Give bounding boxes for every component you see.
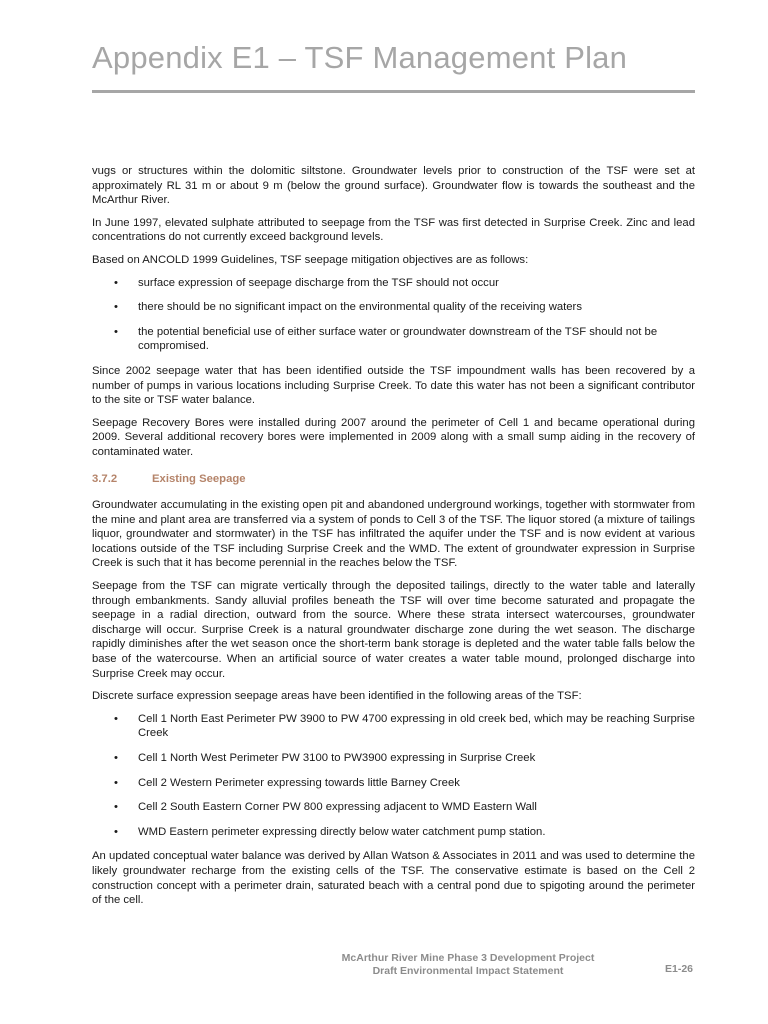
section-heading <box>92 472 695 487</box>
paragraph: Seepage Recovery Bores were installed during 2007 around the perimeter of Cell 1 and became operational during 2009. Several additional recovery bores were implemented in 2009 along with a small sump aiding in the recovery of contaminated water. <box>92 416 695 458</box>
paragraph: An updated conceptual water balance was derived by Allan Watson & Associates in 2011 and was used to determine the likely groundwater recharge from the existing cells of the TSF. The conservative estimate is based on the Cell 2 construction concept with a perimeter drain, saturated beach with a central pond due to spigoting around the perimeter of the cell. <box>92 850 695 907</box>
page-title: Appendix E1 – TSF Management Plan <box>92 40 628 75</box>
footer-document: Draft Environmental Impact Statement <box>372 965 564 977</box>
document-body <box>92 164 695 916</box>
list-item: • Cell 2 South Eastern Corner PW 800 expressing adjacent to WMD Eastern Wall <box>92 800 695 815</box>
list-item: • WMD Eastern perimeter expressing directly below water catchment pump station. <box>92 825 695 840</box>
paragraph: Discrete surface expression seepage areas have been identified in the following areas of the TSF: <box>92 690 582 703</box>
footer <box>268 952 668 978</box>
paragraph: Groundwater accumulating in the existing open pit and abandoned underground workings, together with stormwater from the mine and plant area are transferred via a system of ponds to Cell 3 of the TSF. The liquor stored (a mixture of tailings liquor, groundwater and stormwater) in the TSF has infiltrated the aquifer under the TSF and is now evident at various locations outside of the TSF including Surprise Creek and the WMD. The extent of groundwater expression in Surprise Creek is such that it has become perennial in the reaches below the TSF. <box>92 499 695 570</box>
paragraph: In June 1997, elevated sulphate attributed to seepage from the TSF was first detected in Surprise Creek. Zinc and lead concentrations do not currently exceed background levels. <box>92 216 695 244</box>
list-item: • Cell 2 Western Perimeter expressing towards little Barney Creek <box>92 776 695 791</box>
section-title: Existing Seepage <box>152 472 246 485</box>
paragraph: Based on ANCOLD 1999 Guidelines, TSF seepage mitigation objectives are as follows: <box>92 253 529 266</box>
list-item: • surface expression of seepage discharge from the TSF should not occur <box>92 276 695 291</box>
objectives-list <box>92 276 695 354</box>
paragraph: Since 2002 seepage water that has been identified outside the TSF impoundment walls has been recovered by a number of pumps in various locations including Surprise Creek. To date this water has not been a significant contributor to the site or TSF water balance. <box>92 364 695 407</box>
seepage-areas-list <box>92 712 695 840</box>
page-number: E1-26 <box>665 963 694 975</box>
list-item: • there should be no significant impact on the environmental quality of the receiving waters <box>92 300 695 315</box>
list-item: • Cell 1 North East Perimeter PW 3900 to PW 4700 expressing in old creek bed, which may be reaching Surprise Creek <box>92 712 695 741</box>
header-divider <box>92 90 695 93</box>
footer-project: McArthur River Mine Phase 3 Development Project <box>341 952 595 964</box>
section-number: 3.7.2 <box>92 472 118 485</box>
list-item: • Cell 1 North West Perimeter PW 3100 to PW3900 expressing in Surprise Creek <box>92 751 695 766</box>
list-item: • the potential beneficial use of either surface water or groundwater downstream of the TSF should not be compromised. <box>92 325 695 354</box>
paragraph: vugs or structures within the dolomitic siltstone. Groundwater levels prior to construction of the TSF were set at approximately RL 31 m or about 9 m (below the ground surface). Groundwater flow is towards the southeast and the McArthur River. <box>92 165 695 207</box>
paragraph: Seepage from the TSF can migrate vertically through the deposited tailings, directly to the water table and laterally through embankments. Sandy alluvial profiles beneath the TSF will over time become saturated and propagate the seepage in a radial direction, outward from the source. Where these strata intersect watercourses, groundwater discharge will occur. Surprise Creek is a natural groundwater discharge zone during the wet season. The discharge rapidly diminishes after the wet season once the short-term bank storage is depleted and the water table falls below the base of the watercourse. When an artificial source of water creates a water table mound, prolonged discharge into Surprise Creek may occur. <box>92 580 695 680</box>
